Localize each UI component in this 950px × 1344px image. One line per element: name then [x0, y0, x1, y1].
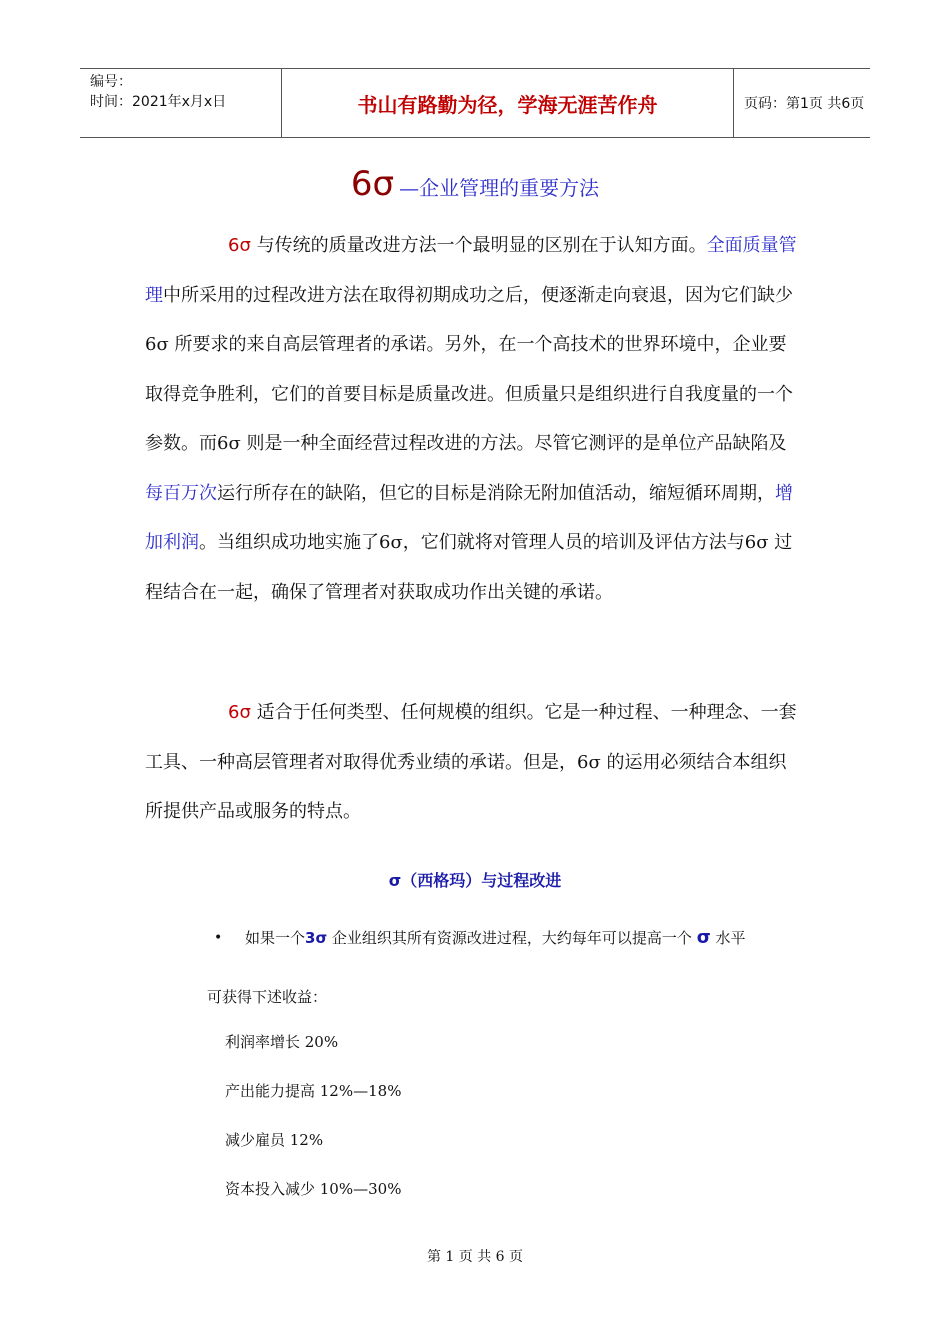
benefits-intro: 可获得下述收益： — [207, 988, 328, 1006]
bullet-bold-sigma: σ — [696, 927, 711, 948]
bullet-dot: • — [214, 930, 223, 946]
benefit-item: 减少雇员 12% — [225, 1131, 324, 1149]
document-title — [0, 164, 950, 204]
benefit-item: 产出能力提高 12%—18% — [225, 1082, 402, 1100]
bullet-text-c: 水平 — [710, 929, 746, 947]
bullet-text-a: 如果一个 — [245, 929, 306, 947]
bullet-bold-3sigma: 3σ — [305, 929, 328, 947]
paragraph-2 — [145, 688, 800, 837]
page-footer: 第 1 页 共 6 页 — [426, 1249, 524, 1265]
section-title: σ（西格玛）与过程改进 — [388, 871, 562, 890]
paragraph-1-lead: 6σ — [228, 235, 251, 256]
bullet-text-b: 企业组织其所有资源改进过程，大约每年可以提高一个 — [327, 929, 697, 947]
link-increase-profit[interactable]: 增加利润 — [145, 482, 793, 553]
paragraph-1 — [145, 221, 800, 617]
paragraph-1-text-d: 。当组织成功地实施了6σ，它们就将对管理人员的培训及评估方法与6σ 过程结合在一起，确保了管理者对获取成功作出关键的承诺。 — [145, 532, 793, 603]
link-per-million[interactable]: 每百万次 — [145, 482, 217, 504]
benefit-item: 资本投入减少 10%—30% — [225, 1180, 402, 1198]
paragraph-1-text-a: 与传统的质量改进方法一个最明显的区别在于认知方面。 — [250, 235, 707, 256]
title-main: 6σ — [350, 164, 395, 204]
number-label: 编号： — [90, 74, 132, 90]
link-tqm[interactable]: 全面质量管理 — [145, 235, 797, 306]
title-sub: —企业管理的重要方法 — [399, 176, 600, 200]
paragraph-1-text-b: 中所采用的过程改进方法在取得初期成功之后，便逐渐走向衰退，因为它们缺少6σ 所要求的来自高层管理者的承诺。另外，在一个高技术的世界环境中，企业要取得竞争胜利，它们的首要目标是质量改进。但质量只是组织进行自我度量的一个参数。而6σ 则是一种全面经营过程改进的方法。尽管它测评的是单位产品缺陷及 — [145, 284, 793, 454]
header-meta-cell — [80, 69, 282, 137]
page-info: 页码：第1页 共6页 — [744, 96, 865, 112]
paragraph-2-lead: 6σ — [228, 702, 251, 723]
motto: 书山有路勤为径，学海无涯苦作舟 — [282, 69, 734, 137]
time-label: 时间：2021年x月x日 — [90, 94, 227, 110]
paragraph-1-text-c: 运行所存在的缺陷，但它的目标是消除无附加值活动，缩短循环周期， — [217, 482, 775, 504]
benefit-item: 利润率增长 20% — [225, 1033, 339, 1051]
header-table — [80, 68, 870, 138]
bullet-item — [245, 925, 805, 951]
paragraph-2-text: 适合于任何类型、任何规模的组织。它是一种过程、一种理念、一套工具、一种高层管理者对取得优秀业绩的承诺。但是，6σ 的运用必须结合本组织所提供产品或服务的特点。 — [145, 702, 797, 822]
